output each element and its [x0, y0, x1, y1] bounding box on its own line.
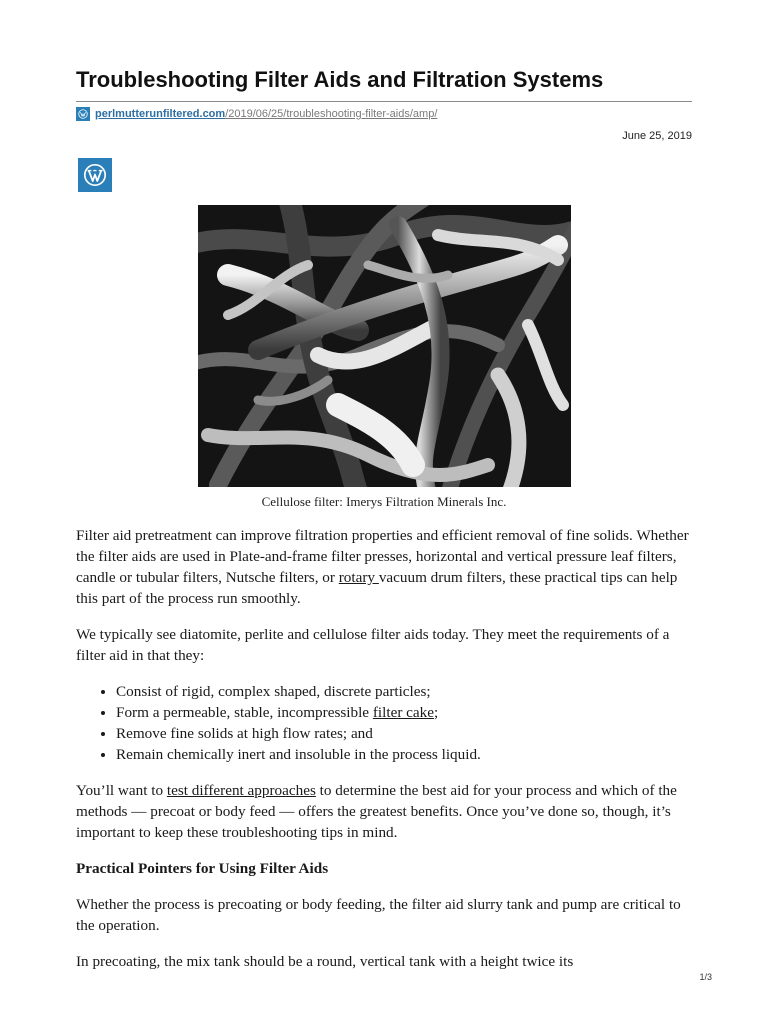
source-link[interactable] — [76, 106, 437, 122]
list-item-text: ; — [434, 704, 439, 721]
list-item — [116, 702, 696, 723]
page-number: 1/3 — [699, 972, 712, 982]
list-item: • Remain chemically inert and insoluble in the process liquid. — [116, 744, 696, 765]
paragraph-intro — [76, 525, 696, 609]
wordpress-logo-icon[interactable] — [78, 158, 112, 192]
paragraph-slurry-tank: Whether the process is precoating or body feeding, the filter aid slurry tank and pump are critical to the operation. — [76, 896, 681, 934]
paragraph-precoating: In precoating, the mix tank should be a round, vertical tank with a height twice its — [76, 953, 574, 970]
section-heading: Practical Pointers for Using Filter Aids — [76, 860, 329, 877]
requirements-list — [76, 681, 696, 765]
test-different-approaches-link[interactable]: test different approaches — [166, 782, 316, 799]
paragraph-text: to determine the best aid for your process and which of the methods — precoat or body feed — offers the greatest benefits. Once you’ve done so, though, it’s important to keep these troubleshooting tips in mind. — [76, 782, 677, 841]
list-item-text: Form a permeable, stable, incompressible — [116, 704, 373, 721]
intro-text-start: Filter aid pretreatment can improve filtration properties and efficient removal of fine solids. Whether the filter aids are used in Plate-and-frame filter presses, horizontal and vertical pressure leaf filters, candle or tubular filters, Nutsche filters, or — [76, 527, 689, 586]
paragraph-text: You’ll want to — [76, 782, 167, 799]
rotary-link[interactable]: rotary — [338, 569, 379, 586]
page-title: Troubleshooting Filter Aids and Filtration Systems — [76, 67, 604, 92]
source-domain[interactable]: perlmutterunfiltered.com — [95, 108, 226, 120]
intro-text-end: vacuum drum filters, these practical tips can help this part of the process run smoothly. — [76, 569, 678, 607]
cellulose-fiber-micrograph-image — [198, 205, 571, 487]
publish-date: June 25, 2019 — [622, 130, 692, 142]
wordpress-favicon-icon — [76, 107, 90, 121]
article-body — [76, 525, 696, 987]
source-path[interactable]: /2019/06/25/troubleshooting-filter-aids/amp/ — [225, 108, 438, 120]
list-item: • Consist of rigid, complex shaped, discrete particles; — [116, 681, 696, 702]
filter-cake-link[interactable]: filter cake — [372, 704, 434, 721]
figure-caption: Cellulose filter: Imerys Filtration Minerals Inc. — [261, 494, 507, 509]
title-divider — [76, 101, 692, 102]
paragraph-test-approaches — [76, 780, 696, 843]
paragraph-filter-aid-types: We typically see diatomite, perlite and cellulose filter aids today. They meet the requirements of a filter aid in that they: — [76, 626, 670, 664]
list-item: • Remove fine solids at high flow rates; and — [116, 723, 696, 744]
